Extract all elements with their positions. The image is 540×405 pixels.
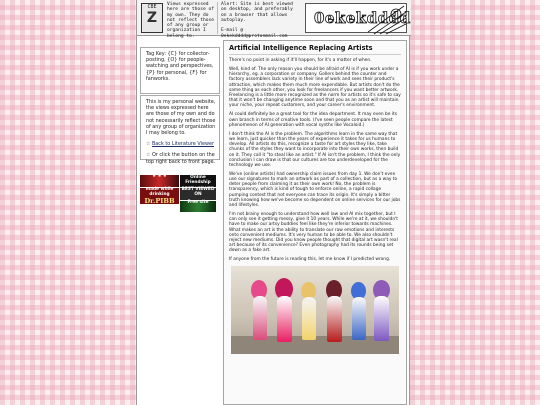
email-address[interactable]: 0ekekdddd@protonmail.com — [221, 33, 288, 39]
brand-banner-button[interactable] — [305, 3, 411, 33]
badge-label: made while drinking — [145, 187, 174, 197]
figure — [253, 296, 267, 340]
sidebar — [137, 40, 225, 405]
figure — [374, 296, 389, 341]
header-alert — [217, 2, 301, 39]
tag-key-box — [140, 47, 220, 94]
header-disclaimer: Views expressed here are those of my own. They do not reflect those of any group or organization I belong to. — [167, 2, 215, 39]
badge-big-label: Dr.PIBB — [144, 196, 175, 205]
figure — [327, 296, 342, 342]
article-paragraph: If anyone from the future is reading this, let me know if I predicted wrong. — [229, 257, 391, 263]
article-panel — [223, 40, 407, 405]
click-hint-text: ☆ Or click the button on the top right back to front page. — [146, 152, 216, 165]
article-paragraph: Well, kind of. The only reason you should be afraid of AI is if you work under a hierarchy, eg. a corporation or company. Gollers behind the counter and factory assemblers lack variety in their line of work and sees their product's attraction, which makes them much more expendable. But artists don't do the same thing as each other, you look for freelancers if you want better artwork. Freelancing is a little more recognized as the norm for artists so it's safe to say that it won't be changing anytime soon and that you as an artist will maintain your niche, your repeat customers, and your career's environment. — [229, 67, 401, 109]
article-paragraph: I don't think the AI is the problem. The algorithms learn in the same way that we learn, just quicker than the years of experience it takes for us humans to develop. All artists do this, recognize a taste for art styles they like, take chunks of the styles they want to incorporate into their own works, then build on it. They call it "to steal like an artist." If AI isn't the problem, I think the only conclusion I can draw is that our cultures are too underdeveloped for the technology we use. — [229, 131, 401, 168]
tag-key-text: Tag Key: {C} for collector-posting, {O} for people-watching and perspectives, {P} for personal, {F} for fanworks. — [146, 51, 214, 82]
article-paragraph: I'm not brainy enough to understand how well law and AI mix together, but I can only see it getting messy, give it 10 years. While we're at it, we shouldn't have to make our artsy buddies feel like they're inferior towards machines. What makes an art is the ability to translate our raw emotions and interests onto convenient mediums. It's very human to be able to. We also shouldn't reject new mediums. Did you know people thought that digital art wasn't real art because of its convenience? Even photography had its rounds being set down as a fake art. — [229, 212, 398, 254]
about-box — [140, 95, 220, 165]
about-text: This is my personal website, the views expressed here are those of my own and do not necessarily reflect those of any group of organization I may belong to. — [146, 99, 216, 137]
back-to-literature-link[interactable]: Back to Literature Viewer — [151, 141, 214, 148]
email-label: E-mail @ — [221, 28, 244, 34]
badge-label: ★ ★ ★ — [152, 174, 167, 179]
dr-pibb-badge[interactable] — [140, 188, 179, 204]
online-friendship-badge[interactable] — [180, 175, 216, 187]
article-title: Artificial Intelligence Replacing Artists — [229, 44, 401, 55]
brand-decoration-icon — [366, 4, 406, 34]
star-icon: ☆ — [146, 141, 151, 148]
site-header — [137, 0, 411, 39]
best-viewed-badge[interactable] — [180, 188, 216, 200]
article-paragraph: There's no point in asking if it'll happen, for it's a matter of when. — [229, 58, 372, 63]
alert-text: Alert: Site is best viewed on desktop, and preferably on a browser that allows autoplay. — [221, 2, 293, 23]
logo-mid-text: Z — [146, 10, 158, 26]
badge-label: BEST VIEWED ON — [181, 187, 215, 197]
figure — [302, 297, 316, 340]
stars-badge[interactable] — [140, 175, 179, 187]
logo-top-text: CBE — [147, 4, 157, 10]
badge-label: Free site — [187, 200, 209, 205]
article-paragraph: We've (online artists) had ownership claim issues from day 1. We don't even use our signatures to mark an artwork as part of a collection, but as a way to deter people from claiming it as their own work! No, the problem is transparency, which is kind of tough to enforce online, a rapid collage pumping contest that not everyone can trace its origin. It's simply a bitter truth knowing how we've become so dependent on online services for our jobs and lifestyles. — [229, 171, 401, 208]
brand-text: 0ekekdddd — [314, 9, 411, 27]
article-paragraph: AI could definitely be a great tool for the idea department. It may even be its own branch in terms of creative tools. (I've seen people compare the latest phenomenon of AI generation with vocal synths like Vocaloid.) — [229, 112, 398, 128]
free-site-badge[interactable] — [180, 201, 216, 212]
figure — [352, 297, 366, 340]
figure — [277, 296, 292, 342]
cosplayers-photo — [231, 266, 399, 354]
badge-label: Online Friendship — [185, 175, 211, 185]
page-frame — [136, 0, 410, 405]
home-logo-button[interactable] — [141, 3, 163, 33]
